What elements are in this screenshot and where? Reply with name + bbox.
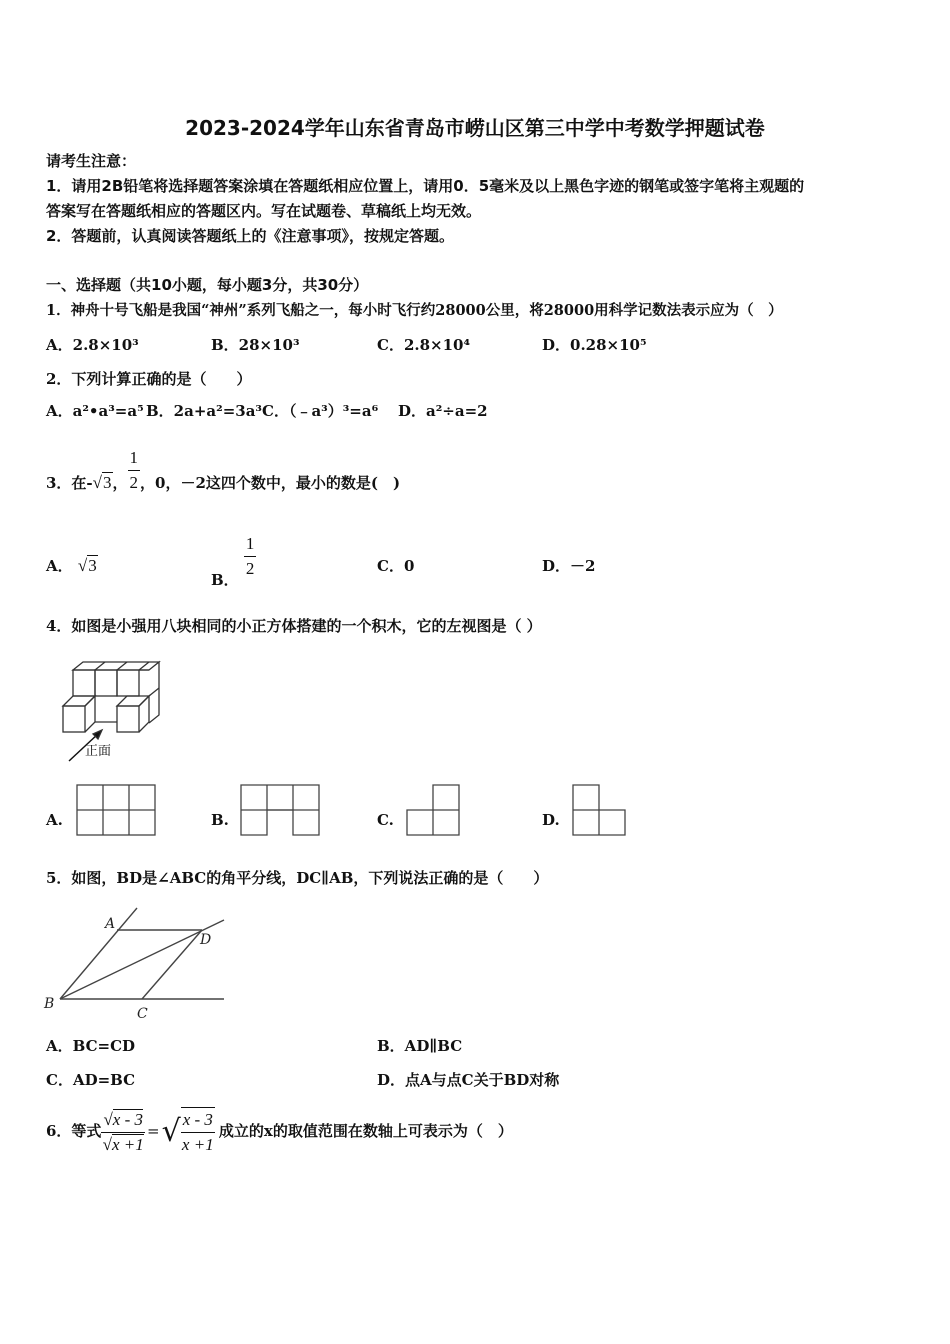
q1-option-d: D．0.28×10⁵ <box>542 336 647 354</box>
right-fraction <box>181 1107 215 1157</box>
question-1-stem: 1．神舟十号飞船是我国“神州”系列飞船之一，每小时飞行约28000公里，将28000用科学记数法表示应为（ ） <box>46 302 783 319</box>
document-title: 2023-2024学年山东省青岛市崂山区第三中学中考数学押题试卷 <box>185 116 765 140</box>
option-label: B． <box>211 570 239 589</box>
sqrt-sign: √ <box>161 1114 181 1149</box>
q2-option-b: B．2a+a²=3a³ <box>146 402 262 420</box>
notice-heading: 请考生注意： <box>46 152 137 170</box>
left-num-radicand: x - 3 <box>112 1109 143 1129</box>
question-4-stem: 4．如图是小强用八块相同的小正方体搭建的一个积木，它的左视图是（ ） <box>46 617 542 635</box>
q4-option-d-view <box>572 784 628 837</box>
option-label: A． <box>46 557 73 575</box>
q6-suffix: 成立的x的取值范围在数轴上可表示为（ ） <box>218 1122 513 1140</box>
q1-option-a: A．2.8×10³ <box>46 336 139 354</box>
q4-option-b-view <box>240 784 320 837</box>
q1-option-c: C．2.8×10⁴ <box>377 336 471 354</box>
q5-option-a: A．BC=CD <box>46 1037 136 1055</box>
q4-option-c-label: C. <box>377 811 394 829</box>
q4-option-b-label: B. <box>211 811 229 829</box>
q2-option-a: A．a²•a³=a⁵ <box>46 402 144 420</box>
sqrt-expression: √3 <box>77 556 97 575</box>
fraction <box>244 532 257 581</box>
q1-option-b: B．28×10³ <box>211 336 300 354</box>
q2-option-d: D．a²÷a=2 <box>398 402 488 420</box>
equals-sign: = <box>147 1122 160 1140</box>
question-6-stem <box>46 1106 513 1157</box>
fraction <box>128 446 141 495</box>
radicand: 3 <box>88 556 97 575</box>
front-view-label: 正面 <box>85 744 112 759</box>
denominator: 2 <box>129 472 139 492</box>
denominator: 2 <box>245 559 255 578</box>
numerator: 1 <box>128 446 141 471</box>
q3-option-d: D．－2 <box>542 557 596 575</box>
q3-prefix: 3．在- <box>46 474 93 492</box>
left-fraction <box>101 1108 145 1157</box>
notice-line-2: 答案写在答题纸相应的答题区内。写在试题卷、草稿纸上均无效。 <box>46 202 482 220</box>
q4-option-c-view <box>406 784 462 837</box>
q3-option-c: C．0 <box>377 557 415 575</box>
q5-option-c: C．AD=BC <box>46 1071 136 1089</box>
q4-option-a-label: A. <box>46 811 63 829</box>
notice-line-1: 1．请用2B铅笔将选择题答案涂填在答题纸相应位置上，请用0．5毫米及以上黑色字迹的钢笔或签字笔将主观题的 <box>46 177 805 195</box>
radicand: 3 <box>103 473 112 492</box>
point-b-label: B <box>44 996 55 1012</box>
right-numerator: x - 3 <box>181 1108 215 1133</box>
right-denominator: x +1 <box>181 1135 214 1154</box>
point-c-label: C <box>137 1006 148 1022</box>
cube-stack-figure <box>55 660 175 766</box>
left-denominator: √x +1 <box>102 1134 144 1154</box>
q6-prefix: 6．等式 <box>46 1122 102 1140</box>
q4-option-d-label: D. <box>542 811 560 829</box>
notice-line-3: 2．答题前，认真阅读答题纸上的《注意事项》，按规定答题。 <box>46 227 454 245</box>
numerator: 1 <box>244 532 257 557</box>
q3-sep: ， <box>112 474 128 492</box>
q3-option-a <box>46 556 98 576</box>
q3-suffix: ，0，－2这四个数中，最小的数是( ) <box>140 474 401 492</box>
question-2-stem: 2．下列计算正确的是（ ） <box>46 370 252 388</box>
question-3-stem <box>46 447 401 508</box>
q2-option-c: C．（﹣a³）³=a⁶ <box>262 402 379 420</box>
left-numerator: √x - 3 <box>101 1108 145 1133</box>
section-heading: 一、选择题（共10小题，每小题3分，共30分） <box>46 276 369 294</box>
sqrt-expression: √3 <box>92 473 112 492</box>
angle-bisector-figure <box>42 904 227 1024</box>
point-d-label: D <box>200 932 212 948</box>
q5-option-b: B．AD∥BC <box>377 1037 463 1055</box>
q5-option-d: D．点A与点C关于BD对称 <box>377 1071 560 1089</box>
q3-option-b <box>211 532 256 589</box>
question-5-stem: 5．如图，BD是∠ABC的角平分线，DC∥AB，下列说法正确的是（ ） <box>46 869 549 887</box>
left-den-radicand: x +1 <box>112 1134 144 1154</box>
q4-option-a-view <box>76 784 156 837</box>
point-a-label: A <box>105 916 116 932</box>
